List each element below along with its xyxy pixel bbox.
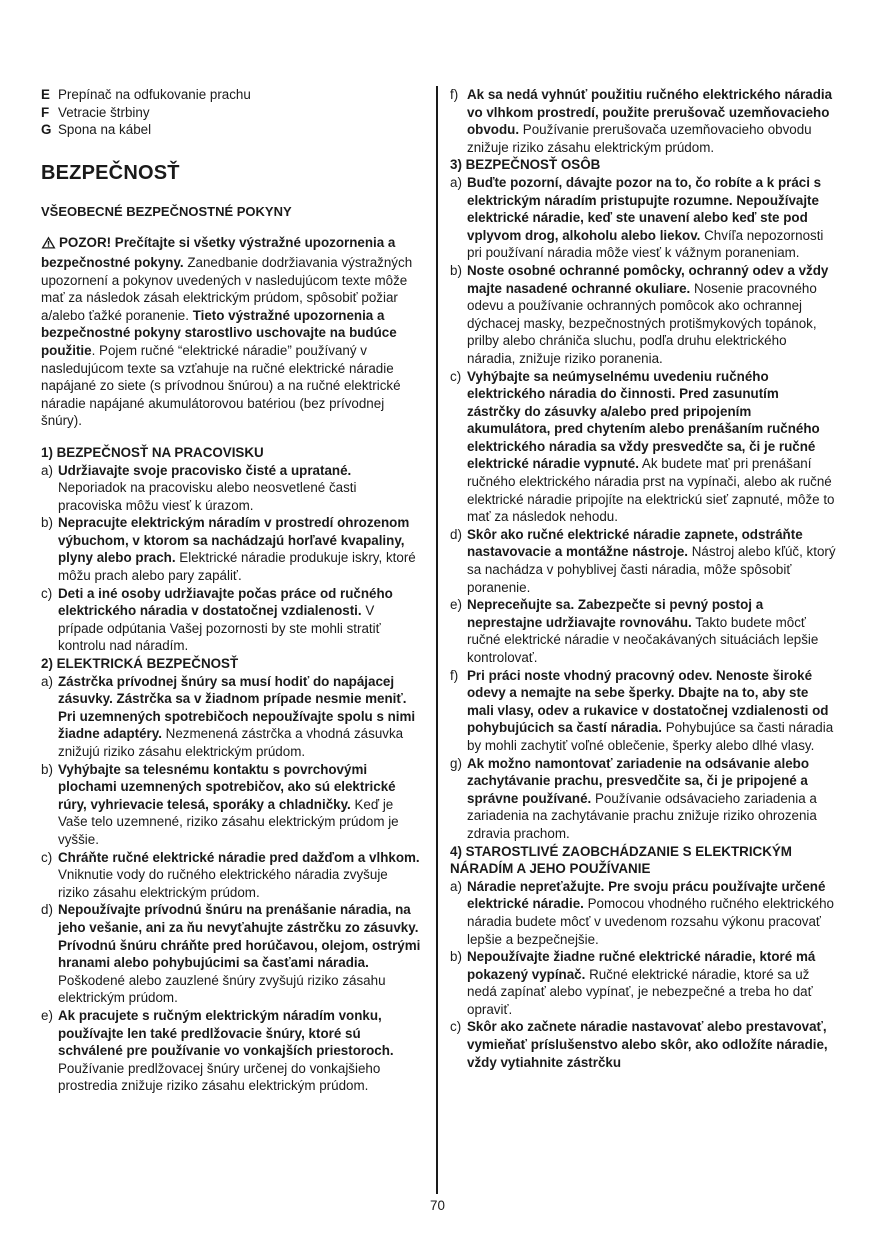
item-label: e) [450,597,462,613]
list-item [41,462,422,515]
item-text: Zástrčka prívodnej šnúry sa musí hodiť do napájacej zásuvky. Zástrčka sa v žiadnom prípade nesmie meniť. Pri uzemnených spotrebičoch nepoužívajte spolu s nimi žiadne adaptéry. Nezmenená zástrčka a vhodná zásuvka znižujú riziko zásahu elektrickým prúdom. [58,673,416,759]
item-text: Udržiavajte svoje pracovisko čisté a upratané. Neporiadok na pracovisku alebo neosvetlené časti pracoviska môžu viesť k úrazom. [58,462,357,513]
item-text: Ak pracujete s ručným elektrickým náradím vonku, používajte len také predlžovacie šnúry, ktoré sú schválené pre používanie vo vonkajších priestoroch. Používanie predlžovacej šnúry určenej do vonkajšieho prostredia znižuje riziko zásahu elektrickým prúdom. [58,1007,394,1094]
section-heading: 2) ELEKTRICKÁ BEZPEČNOSŤ [41,656,239,672]
item-text: Deti a iné osoby udržiavajte počas práce od ručného elektrického náradia v dostatočnej vzdialenosti. V prípade odpútania Vašej pozornosti by ste mohli stratiť kontrolu nad náradím. [58,585,393,654]
section-title: BEZPEČNOSŤ [41,161,180,184]
item-label: a) [450,878,462,894]
item-label: c) [450,1019,462,1035]
item-text: Chráňte ručné elektrické náradie pred dažďom a vlhkom. Vniknutie vody do ručného elektrického náradia zvyšuje riziko zásahu elektrickým prúdom. [58,849,420,900]
legend-letter: E [41,87,50,102]
item-label: a) [41,462,53,478]
legend-letter: G [41,122,52,138]
item-text: Vyhýbajte sa telesnému kontaktu s povrchovými plochami uzemnených spotrebičov, ako sú elektrické rúry, vyhrievacie telesá, sporáky a chladničky. Keď je Vaše telo uzemnené, riziko zásahu elektrickým prúdom je vyššie. [58,761,399,847]
list-item [450,878,836,948]
item-label: g) [450,755,462,771]
section-heading: 1) BEZPEČNOSŤ NA PRACOVISKU [41,444,264,460]
item-text: Náradie nepreťažujte. Pre svoju prácu používajte určené elektrické náradie. Pomocou vhodného ručného elektrického náradia budete môcť v uvedenom rozsahu výkonu pracovať lepšie a bezpečnejšie. [467,878,834,947]
list-item [41,901,422,1007]
item-label: b) [450,262,462,278]
legend-item [41,121,422,139]
item-text: Skôr ako ručné elektrické náradie zapnete, odstráňte nastavovacie a montážne nástroje. Nástroj alebo kľúč, ktorý sa nachádza v pohyblivej časti náradia, môže spôsobiť poranenie. [467,526,836,595]
list-item [450,948,836,1018]
item-text: Skôr ako začnete náradie nastavovať alebo prestavovať, vymieňať príslušenstvo alebo skôr, ako odložíte náradie, vždy vytiahnite zástrčku [467,1019,828,1070]
item-text: Nepreceňujte sa. Zabezpečte si pevný postoj a neprestajne udržiavajte rovnováhu. Takto budete môcť ručné elektrické náradie v neočakávaných situáciách lepšie kontrolovať. [467,597,819,665]
item-label: c) [41,849,53,865]
list-item [450,1018,836,1071]
item-text: Buďte pozorní, dávajte pozor na to, čo robíte a k práci s elektrickým náradím pristupujte rozumne. Nepoužívajte elektrické náradie, keď ste unavení alebo keď ste pod vplyvom drog, alkoholu alebo liekov. Chvíľa nepozornosti pri používaní náradia môže viesť k vážnym poraneniam. [467,174,824,261]
list-item [41,761,422,849]
legend-letter: F [41,104,50,120]
item-label: d) [450,526,462,542]
warning-text-2: . Pojem ručné “elektrické náradie” používaný v nasledujúcom texte sa vzťahuje na ručné elektrické náradie napájané zo siete (s prívodnou šnúrou) a na ručné elektrické náradie napájané akumulátorovou batériou (bez prívodnej šnúry). [41,342,401,429]
item-text: Ak možno namontovať zariadenie na odsávanie alebo zachytávanie prachu, presvedčite sa, či je pripojené a správne používané. Používanie odsávacieho zariadenia a zariadenia na zachytávanie prachu znižuje riziko ohrozenia zdravia prachom. [467,755,817,841]
item-text: Ak sa nedá vyhnúť použitiu ručného elektrického náradia vo vlhkom prostredí, použite prerušovač uzemňovacieho obvodu. Používanie prerušovača uzemňovacieho obvodu znižuje riziko zásahu elektrickým prúdom. [467,87,833,155]
list-item [41,585,422,655]
item-label: b) [41,761,53,777]
item-label: a) [41,673,53,689]
list-item [41,514,422,584]
item-label: f) [450,667,459,683]
warning-text-1: Zanedbanie dodržiavania výstražných upozornení a pokynov uvedených v nasledujúcom texte môže mať za následok zásah elektrickým prúdom, spôsobiť požiar a/alebo ťažké poranenie. [41,254,413,323]
list-item [41,1007,422,1095]
item-label: c) [450,368,462,384]
general-warning [41,234,422,430]
warning-bold-1: POZOR! Prečítajte si všetky výstražné upozornenia a bezpečnostné pokyny. [41,235,396,270]
legend-text: Spona na kábel [58,122,152,138]
warning-triangle-icon [41,236,56,254]
item-label: c) [41,585,53,601]
item-label: d) [41,902,53,918]
list-item [450,755,836,843]
list-item [450,86,836,156]
list-item [41,849,422,902]
right-column [450,86,836,1071]
item-label: e) [41,1007,53,1023]
parts-legend [41,86,422,139]
list-item [450,262,836,368]
item-text: Nepracujte elektrickým náradím v prostredí ohrozenom výbuchom, v ktorom sa nachádzajú horľavé kvapaliny, plyny alebo prach. Elektrické náradie produkuje iskry, ktoré môžu prach alebo pary zapáliť. [58,515,416,584]
legend-text: Vetracie štrbiny [58,104,150,120]
item-text: Pri práci noste vhodný pracovný odev. Nenoste široké odevy a nemajte na sebe šperky. Dbajte na to, aby ste mali vlasy, odev a rukavice v dostatočnej vzdialenosti od pohybujúcich sa častí náradia. Pohybujúce sa časti náradia by mohli zachytiť voľné oblečenie, šperky alebo dlhé vlasy. [467,667,834,753]
legend-item [41,104,422,122]
left-column [41,86,422,1095]
legend-text: Prepínač na odfukovanie prachu [58,87,251,102]
section-heading: 4) STAROSTLIVÉ ZAOBCHÁDZANIE S ELEKTRICKÝM NÁRADÍM A JEHO POUŽÍVANIE [450,843,792,877]
section-heading: 3) BEZPEČNOSŤ OSÔB [450,157,601,173]
list-item [450,596,836,666]
legend-item [41,86,422,104]
list-item [450,526,836,596]
section-subtitle: VŠEOBECNÉ BEZPEČNOSTNÉ POKYNY [41,203,292,219]
item-label: f) [450,87,459,102]
item-text: Vyhýbajte sa neúmyselnému uvedeniu ručného elektrického náradia do činnosti. Pred zasunutím zástrčky do zásuvky a/alebo pred pripojením akumulátora, pred chytením alebo prenášaním ručného elektrického náradia sa vždy presvedčte sa, či je ručné elektrické náradie vypnuté. Ak budete mať pri prenášaní ručného elektrického náradia prst na vypínači, alebo ak ručné elektrické náradie pripojíte na elektrickú sieť zapnuté, môže to mať za následok nehodu. [467,368,835,525]
item-label: b) [450,949,462,965]
warning-bold-2: Tieto výstražné upozornenia a bezpečnostné pokyny starostlivo uschovajte na budúce použitie [41,307,397,358]
item-label: a) [450,174,462,190]
list-item [450,368,836,526]
column-divider [436,86,438,1194]
page-number: 70 [430,1198,445,1213]
list-item [41,673,422,761]
list-item [450,667,836,755]
item-text: Nepoužívajte prívodnú šnúru na prenášanie náradia, na jeho vešanie, ani za ňu nevyťahujte zástrčku zo zásuvky. Prívodnú šnúru chráňte pred horúčavou, olejom, ostrými hranami alebo pohybujúcimi sa časťami náradia. Poškodené alebo zauzlené šnúry zvyšujú riziko zásahu elektrickým prúdom. [58,902,421,1006]
item-label: b) [41,515,53,531]
item-text: Nepoužívajte žiadne ručné elektrické náradie, ktoré má pokazený vypínač. Ručné elektrické náradie, ktoré sa už nedá zapínať alebo vypínať, je nebezpečné a treba ho dať opraviť. [467,949,816,1017]
list-item [450,174,836,262]
item-text: Noste osobné ochranné pomôcky, ochranný odev a vždy majte nasadené ochranné okuliare. Nosenie pracovného odevu a používanie ochranných pomôcok ako ochrannej dýchacej masky, bezpečnostných protišmykových topánok, prilby alebo chrániča sluchu, podľa druhu elektrického náradia, znižuje riziko poranenia. [467,262,829,366]
